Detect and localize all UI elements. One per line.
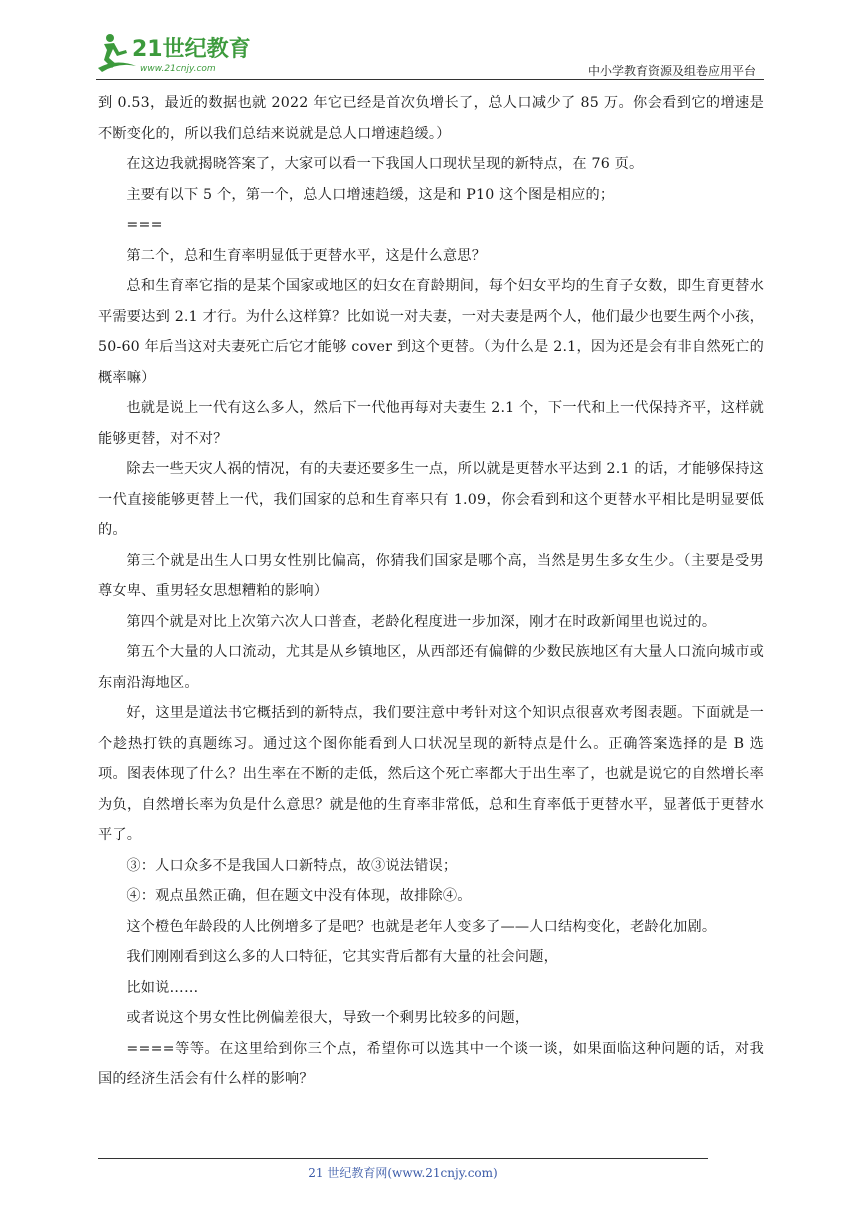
logo-url: www.21cnjy.com [140, 64, 216, 74]
site-logo [96, 28, 266, 78]
header-platform-text: 中小学教育资源及组卷应用平台 [587, 64, 756, 78]
header-divider [96, 79, 764, 80]
paragraph: 总和生育率它指的是某个国家或地区的妇女在育龄期间，每个妇女平均的生育子女数，即生育更替水平需要达到 2.1 才行。为什么这样算？比如说一对夫妻，一对夫妻是两个人，他们最少也要生两个小孩，50-60 年后当这对夫妻死亡后它才能够 cover 到这个更替。（为什么是 2.1，因为还是会有非自然死亡的概率嘛） [98, 278, 764, 386]
paragraph: 这个橙色年龄段的人比例增多了是吧？也就是老年人变多了——人口结构变化，老龄化加剧。 [126, 918, 717, 935]
paragraph: 第四个就是对比上次第六次人口普查，老龄化程度进一步加深，刚才在时政新闻里也说过的。 [126, 613, 717, 630]
paragraph: ④：观点虽然正确，但在题文中没有体现，故排除④。 [126, 888, 472, 904]
paragraph: 我们刚刚看到这么多的人口特征，它其实背后都有大量的社会问题， [126, 949, 559, 965]
footer-text[interactable]: 21 世纪教育网(www.21cnjy.com) [308, 1166, 498, 1180]
runner-icon [98, 34, 136, 72]
paragraph: 比如说…… [126, 979, 199, 996]
paragraph: 好，这里是道法书它概括到的新特点，我们要注意中考针对这个知识点很喜欢考图表题。下面就是一个趁热打铁的真题练习。通过这个图你能看到人口状况呈现的新特点是什么。正确答案选择的是 B 选项。图表体现了什么？出生率在不断的走低，然后这个死亡率都大于出生率了，也就是说它的自然增长率为负，自然增长率为负是什么意思？就是他的生育率非常低，总和生育率低于更替水平，显著低于更替水平了。 [98, 705, 764, 843]
document-body [98, 88, 764, 1095]
paragraph: 到 0.53，最近的数据也就 2022 年它已经是首次负增长了，总人口减少了 85 万。你会看到它的增速是不断变化的，所以我们总结来说就是总人口增速趋缓。） [98, 95, 764, 142]
page-header [96, 28, 764, 80]
paragraph: 在这边我就揭晓答案了，大家可以看一下我国人口现状呈现的新特点，在 76 页。 [126, 156, 644, 172]
paragraph: 也就是说上一代有这么多人，然后下一代他再每对夫妻生 2.1 个，下一代和上一代保持齐平，这样就能够更替，对不对？ [98, 400, 764, 447]
paragraph: 或者说这个男女性比例偏差很大，导致一个剩男比较多的问题， [126, 1010, 530, 1026]
footer-divider [98, 1158, 708, 1159]
paragraph: ====等等。在这里给到你三个点，希望你可以选其中一个谈一谈，如果面临这种问题的话，对我国的经济生活会有什么样的影响？ [98, 1040, 764, 1087]
paragraph: 主要有以下 5 个，第一个，总人口增速趋缓，这是和 P10 这个图是相应的； [126, 186, 615, 203]
paragraph: === [126, 217, 163, 233]
paragraph: 第二个，总和生育率明显低于更替水平，这是什么意思？ [126, 247, 487, 264]
paragraph: ③：人口众多不是我国人口新特点，故③说法错误； [126, 857, 458, 874]
paragraph: 第五个大量的人口流动，尤其是从乡镇地区，从西部还有偏僻的少数民族地区有大量人口流向城市或东南沿海地区。 [98, 644, 764, 691]
logo-text: 21世纪教育 [132, 37, 251, 62]
paragraph: 除去一些天灾人祸的情况，有的夫妻还要多生一点，所以就是更替水平达到 2.1 的话，才能够保持这一代直接能够更替上一代，我们国家的总和生育率只有 1.09，你会看到和这个更替水平相比是明显要低的。 [98, 461, 764, 538]
paragraph: 第三个就是出生人口男女性别比偏高，你猜我们国家是哪个高，当然是男生多女生少。（主要是受男尊女卑、重男轻女思想糟粕的影响） [98, 552, 764, 599]
